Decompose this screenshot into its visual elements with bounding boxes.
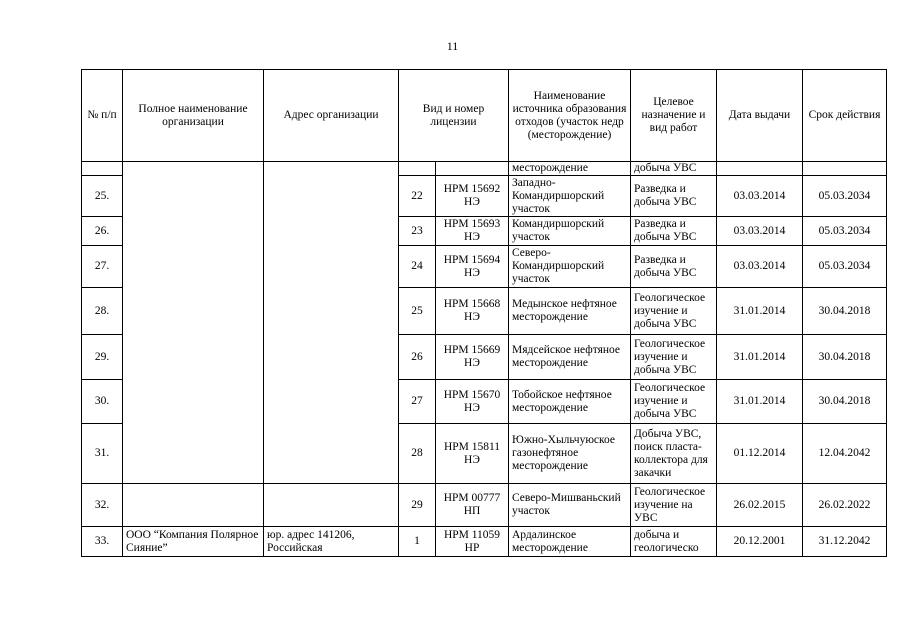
cell-validity: 05.03.2034 bbox=[803, 246, 887, 288]
cell-source: месторождение bbox=[509, 162, 631, 176]
cell-num: 26. bbox=[82, 217, 123, 246]
cell-num: 28. bbox=[82, 288, 123, 335]
cell-license: НРМ 15668 НЭ bbox=[436, 288, 509, 335]
cell-idx: 23 bbox=[399, 217, 436, 246]
table-row bbox=[82, 527, 887, 557]
cell-idx: 22 bbox=[399, 176, 436, 217]
cell-source: Тобойское нефтяное месторождение bbox=[509, 380, 631, 424]
cell-source: Ардалинское месторождение bbox=[509, 527, 631, 557]
cell-source: Медынское нефтяное месторождение bbox=[509, 288, 631, 335]
page-number: 11 bbox=[446, 39, 459, 53]
cell-issue-date: 26.02.2015 bbox=[717, 484, 803, 527]
cell-num: 25. bbox=[82, 176, 123, 217]
header-issue-date: Дата выдачи bbox=[717, 70, 803, 162]
cell-purpose: добыча и геологическо bbox=[631, 527, 717, 557]
cell-issue-date: 03.03.2014 bbox=[717, 217, 803, 246]
cell-org-name bbox=[123, 484, 264, 527]
cell-issue-date: 31.01.2014 bbox=[717, 380, 803, 424]
cell-address-merged bbox=[264, 162, 399, 484]
cell-validity: 31.12.2042 bbox=[803, 527, 887, 557]
cell-purpose: Геологическое изучение и добыча УВС bbox=[631, 288, 717, 335]
cell-license: НРМ 15692 НЭ bbox=[436, 176, 509, 217]
cell-source: Северо-Мишваньский участок bbox=[509, 484, 631, 527]
cell-validity: 30.04.2018 bbox=[803, 335, 887, 380]
cell-idx: 29 bbox=[399, 484, 436, 527]
cell-issue-date bbox=[717, 162, 803, 176]
header-num: № п/п bbox=[82, 70, 123, 162]
cell-org-name: ООО “Компания Полярное Сияние” bbox=[123, 527, 264, 557]
cell-idx: 25 bbox=[399, 288, 436, 335]
header-license: Вид и номер лицензии bbox=[399, 70, 509, 162]
cell-idx: 24 bbox=[399, 246, 436, 288]
cell-purpose: Разведка и добыча УВС bbox=[631, 246, 717, 288]
cell-num: 27. bbox=[82, 246, 123, 288]
cell-source: Западно-Командиршорский участок bbox=[509, 176, 631, 217]
table-row-continuation bbox=[82, 162, 887, 176]
cell-purpose: Геологическое изучение на УВС bbox=[631, 484, 717, 527]
cell-purpose: добыча УВС bbox=[631, 162, 717, 176]
header-org-name: Полное наименование организации bbox=[123, 70, 264, 162]
cell-num: 32. bbox=[82, 484, 123, 527]
license-registry-table bbox=[81, 69, 887, 557]
cell-license: НРМ 00777 НП bbox=[436, 484, 509, 527]
cell-idx bbox=[399, 162, 436, 176]
cell-license: НРМ 11059 НР bbox=[436, 527, 509, 557]
cell-purpose: Добыча УВС, поиск пласта-коллектора для закачки bbox=[631, 424, 717, 484]
cell-purpose: Геологическое изучение и добыча УВС bbox=[631, 335, 717, 380]
cell-num: 33. bbox=[82, 527, 123, 557]
cell-source: Командиршорский участок bbox=[509, 217, 631, 246]
cell-validity: 12.04.2042 bbox=[803, 424, 887, 484]
cell-purpose: Разведка и добыча УВС bbox=[631, 176, 717, 217]
cell-license bbox=[436, 162, 509, 176]
cell-validity: 05.03.2034 bbox=[803, 217, 887, 246]
cell-source: Северо-Командиршорский участок bbox=[509, 246, 631, 288]
cell-validity: 05.03.2034 bbox=[803, 176, 887, 217]
cell-purpose: Геологическое изучение и добыча УВС bbox=[631, 380, 717, 424]
cell-issue-date: 31.01.2014 bbox=[717, 288, 803, 335]
cell-num: 31. bbox=[82, 424, 123, 484]
cell-address: юр. адрес 141206, Российская bbox=[264, 527, 399, 557]
cell-license: НРМ 15694 НЭ bbox=[436, 246, 509, 288]
cell-issue-date: 31.01.2014 bbox=[717, 335, 803, 380]
cell-idx: 26 bbox=[399, 335, 436, 380]
table-header-row bbox=[82, 70, 887, 162]
cell-address bbox=[264, 484, 399, 527]
header-validity: Срок действия bbox=[803, 70, 887, 162]
cell-issue-date: 20.12.2001 bbox=[717, 527, 803, 557]
cell-num bbox=[82, 162, 123, 176]
cell-license: НРМ 15811 НЭ bbox=[436, 424, 509, 484]
cell-validity: 30.04.2018 bbox=[803, 288, 887, 335]
cell-num: 29. bbox=[82, 335, 123, 380]
cell-issue-date: 01.12.2014 bbox=[717, 424, 803, 484]
cell-license: НРМ 15669 НЭ bbox=[436, 335, 509, 380]
table-row bbox=[82, 484, 887, 527]
cell-source: Мядсейское нефтяное месторождение bbox=[509, 335, 631, 380]
header-purpose: Целевое назначение и вид работ bbox=[631, 70, 717, 162]
cell-license: НРМ 15670 НЭ bbox=[436, 380, 509, 424]
header-source: Наименование источника образования отходов (участок недр (месторождение) bbox=[509, 70, 631, 162]
cell-validity: 30.04.2018 bbox=[803, 380, 887, 424]
cell-num: 30. bbox=[82, 380, 123, 424]
cell-org-name-merged bbox=[123, 162, 264, 484]
cell-issue-date: 03.03.2014 bbox=[717, 246, 803, 288]
cell-license: НРМ 15693 НЭ bbox=[436, 217, 509, 246]
cell-purpose: Разведка и добыча УВС bbox=[631, 217, 717, 246]
cell-validity bbox=[803, 162, 887, 176]
cell-validity: 26.02.2022 bbox=[803, 484, 887, 527]
header-address: Адрес организации bbox=[264, 70, 399, 162]
cell-issue-date: 03.03.2014 bbox=[717, 176, 803, 217]
cell-source: Южно-Хыльчуюское газонефтяное месторождение bbox=[509, 424, 631, 484]
cell-idx: 1 bbox=[399, 527, 436, 557]
cell-idx: 27 bbox=[399, 380, 436, 424]
cell-idx: 28 bbox=[399, 424, 436, 484]
